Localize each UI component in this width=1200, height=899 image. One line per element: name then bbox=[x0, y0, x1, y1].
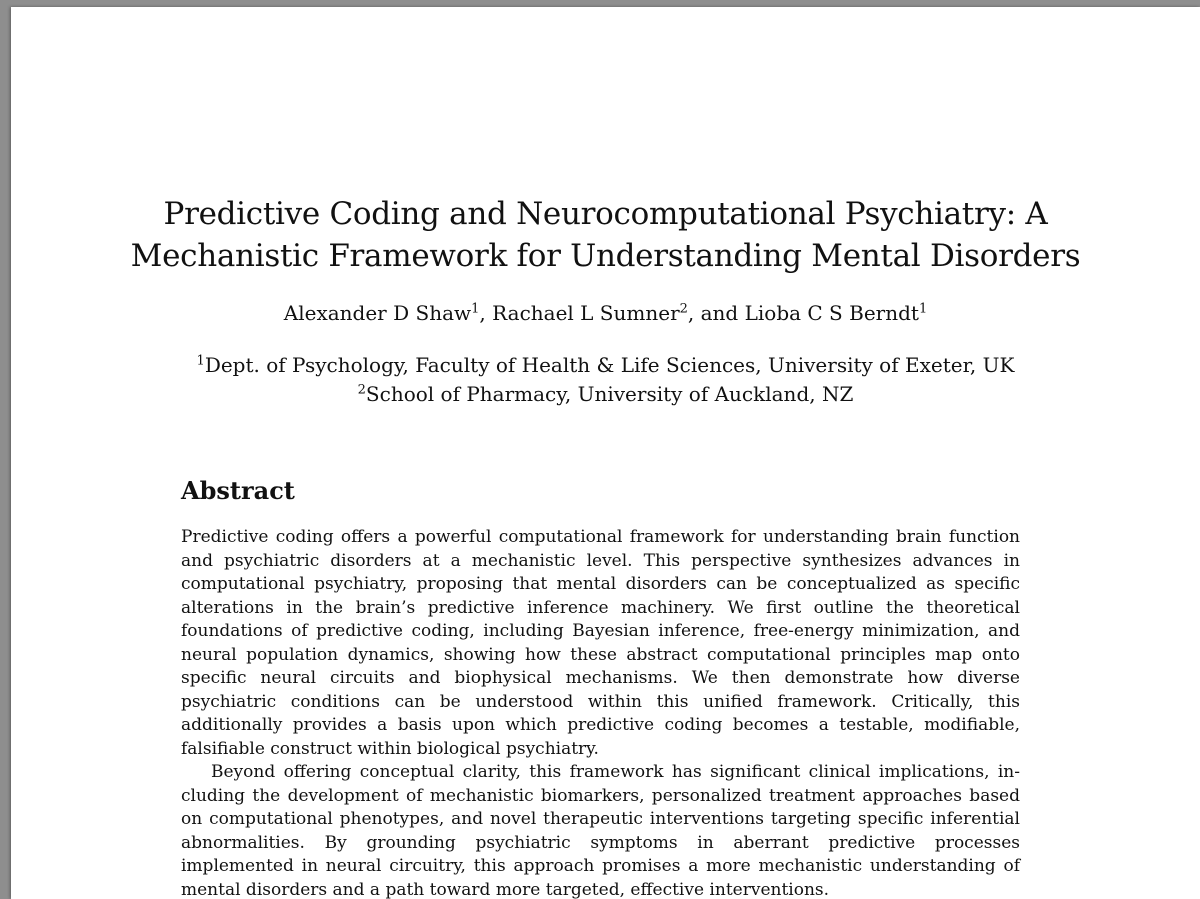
affiliation-mark: 2 bbox=[679, 301, 688, 317]
author-list bbox=[11, 300, 1200, 326]
abstract-paragraph: Beyond offering conceptual clarity, this framework has significant clinical implications, including the development of mechanistic biomarkers, personalized treatment approaches based on computational phenotypes, and novel therapeutic interventions targeting specific inferential abnormalities. By grounding psychiatric symptoms in aberrant predictive processes implemented in neural circuitry, this approach promises a more mechanistic understanding of mental disorders and a path toward more targeted, effective interventions. bbox=[181, 762, 1020, 899]
affiliation-mark: 2 bbox=[357, 382, 366, 398]
abstract-body bbox=[181, 526, 1020, 899]
affiliation-mark: 1 bbox=[196, 353, 205, 369]
abstract-heading: Abstract bbox=[181, 476, 295, 505]
affiliation-mark: 1 bbox=[918, 301, 928, 317]
author-name: Lioba C S Berndt bbox=[744, 301, 919, 325]
title-line-2: Mechanistic Framework for Understanding Mental Disorders bbox=[130, 238, 1081, 274]
affiliation-text: School of Pharmacy, University of Auckland, NZ bbox=[365, 382, 854, 406]
author-name: Rachael L Sumner bbox=[492, 301, 680, 325]
paper-title bbox=[11, 193, 1200, 277]
paper-page bbox=[11, 7, 1200, 899]
affiliation-line bbox=[11, 351, 1200, 380]
title-line-1: Predictive Coding and Neurocomputational Psychiatry: A bbox=[163, 196, 1048, 232]
author-separator: , and bbox=[687, 301, 745, 325]
affiliation-text: Dept. of Psychology, Faculty of Health & Life Sciences, University of Exeter, UK bbox=[204, 353, 1015, 377]
affiliation-line bbox=[11, 380, 1200, 409]
abstract-paragraph: Predictive coding offers a powerful computational framework for understanding brain function and psychiatric disorders at a mechanistic level. This perspective synthesizes advances in computational psychiatry, proposing that mental disorders can be conceptualized as specific alterations in the brain’s predictive inference machinery. We first outline the theoretical foundations of predictive coding, including Bayesian inference, free-energy minimization, and neural population dynamics, showing how these abstract computational principles map onto specific neural circuits and biophysical mechanisms. We then demonstrate how diverse psychiatric conditions can be understood within this unified framework. Critically, this additionally provides a basis upon which predictive coding becomes a testable, modifiable, falsifiable construct within biological psychiatry. bbox=[181, 527, 1020, 759]
author-name: Alexander D Shaw bbox=[283, 301, 472, 325]
author-separator: , bbox=[479, 301, 493, 325]
affiliation-mark: 1 bbox=[471, 301, 480, 317]
affiliation-list bbox=[11, 351, 1200, 409]
